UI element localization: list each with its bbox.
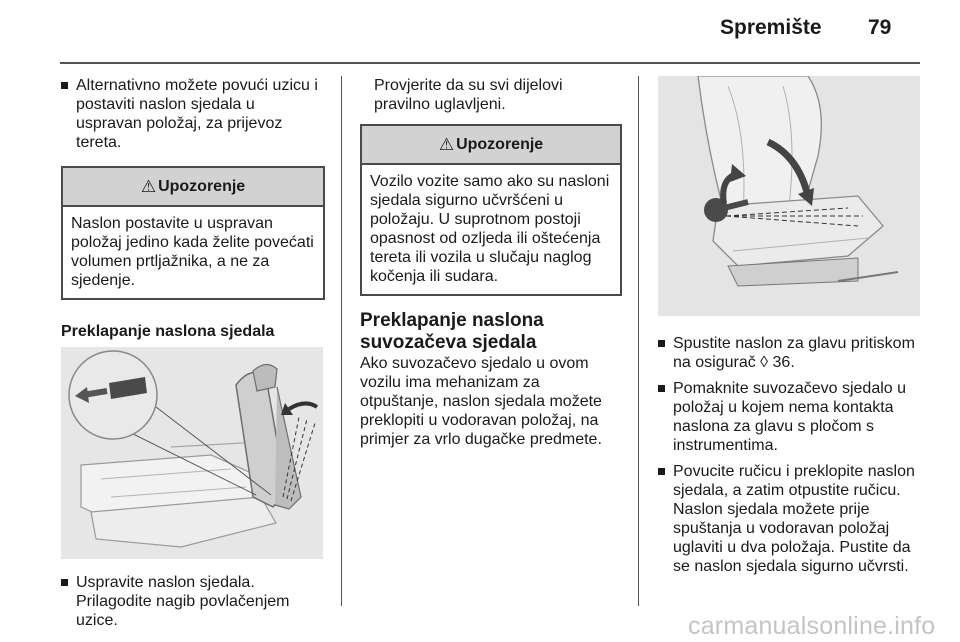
list-item: Pomaknite suvozačevo sjedalo u položaj u kojem nema kontakta naslona za glavu s pločom s instrumentima.: [658, 379, 920, 455]
warning-header: [63, 168, 323, 207]
warning-text: Vozilo vozite samo ako su nasloni sjedala sigurno učvršćeni u položaju. U suprotnom postoji opasnost od ozljeda ili oštećenja tereta ili vozila u slučaju naglog kočenja ili sudara.: [370, 173, 610, 285]
warning-title: Upozorenje: [456, 136, 544, 153]
rear-seat-figure: [61, 347, 323, 559]
header-divider: [60, 62, 920, 64]
section-paragraph: Ako suvozačevo sjedalo u ovom vozilu ima mehanizam za otpuštanje, naslon sjedala možete preklopiti u vodoravan položaj, na primjer za vrlo dugačke predmete.: [360, 355, 602, 448]
instruction-list: [658, 334, 920, 576]
front-seat-illustration: [658, 76, 920, 316]
warning-triangle-icon: ⚠: [140, 177, 157, 196]
left-column: [61, 76, 325, 630]
warning-triangle-icon: ⚠: [438, 135, 455, 154]
bullet-item: Uspravite naslon sjedala. Prilagodite nagib povlačenjem uzice.: [61, 573, 325, 630]
warning-text: Naslon postavite u uspravan položaj jedino kada želite povećati volumen prtljažnika, a ne za sjedenje.: [71, 215, 314, 289]
intro-text: Provjerite da su svi dijelovi pravilno uglavljeni.: [374, 77, 563, 113]
warning-header: [362, 126, 620, 165]
column-divider-2: [638, 76, 639, 606]
front-seat-figure: [658, 76, 920, 316]
right-column: [658, 76, 920, 576]
page-number: 79: [868, 16, 892, 39]
warning-title: Upozorenje: [158, 178, 246, 195]
bullet-item: Alternativno možete povući uzicu i postaviti naslon sjedala u uspravan položaj, za prijevoz tereta.: [61, 76, 325, 152]
middle-column: [360, 76, 622, 449]
warning-box: [61, 166, 325, 300]
warning-box: [360, 124, 622, 296]
section-heading: Preklapanje naslona suvozačeva sjedala: [360, 310, 544, 353]
page-title: Spremište: [720, 16, 822, 39]
list-item: Spustite naslon za glavu pritiskom na osigurač ◊ 36.: [658, 334, 920, 372]
column-divider-1: [341, 76, 342, 606]
section-subheading: Preklapanje naslona sjedala: [61, 323, 275, 340]
rear-seat-illustration: [61, 347, 323, 559]
list-item: Povucite ručicu i preklopite naslon sjedala, a zatim otpustite ručicu. Naslon sjedala možete prije spuštanja u vodoravan položaj uglaviti u dva položaja. Pustite da se naslon sjedala sigurno učvrsti.: [658, 462, 920, 576]
watermark: carmanualsonline.info: [688, 612, 936, 640]
